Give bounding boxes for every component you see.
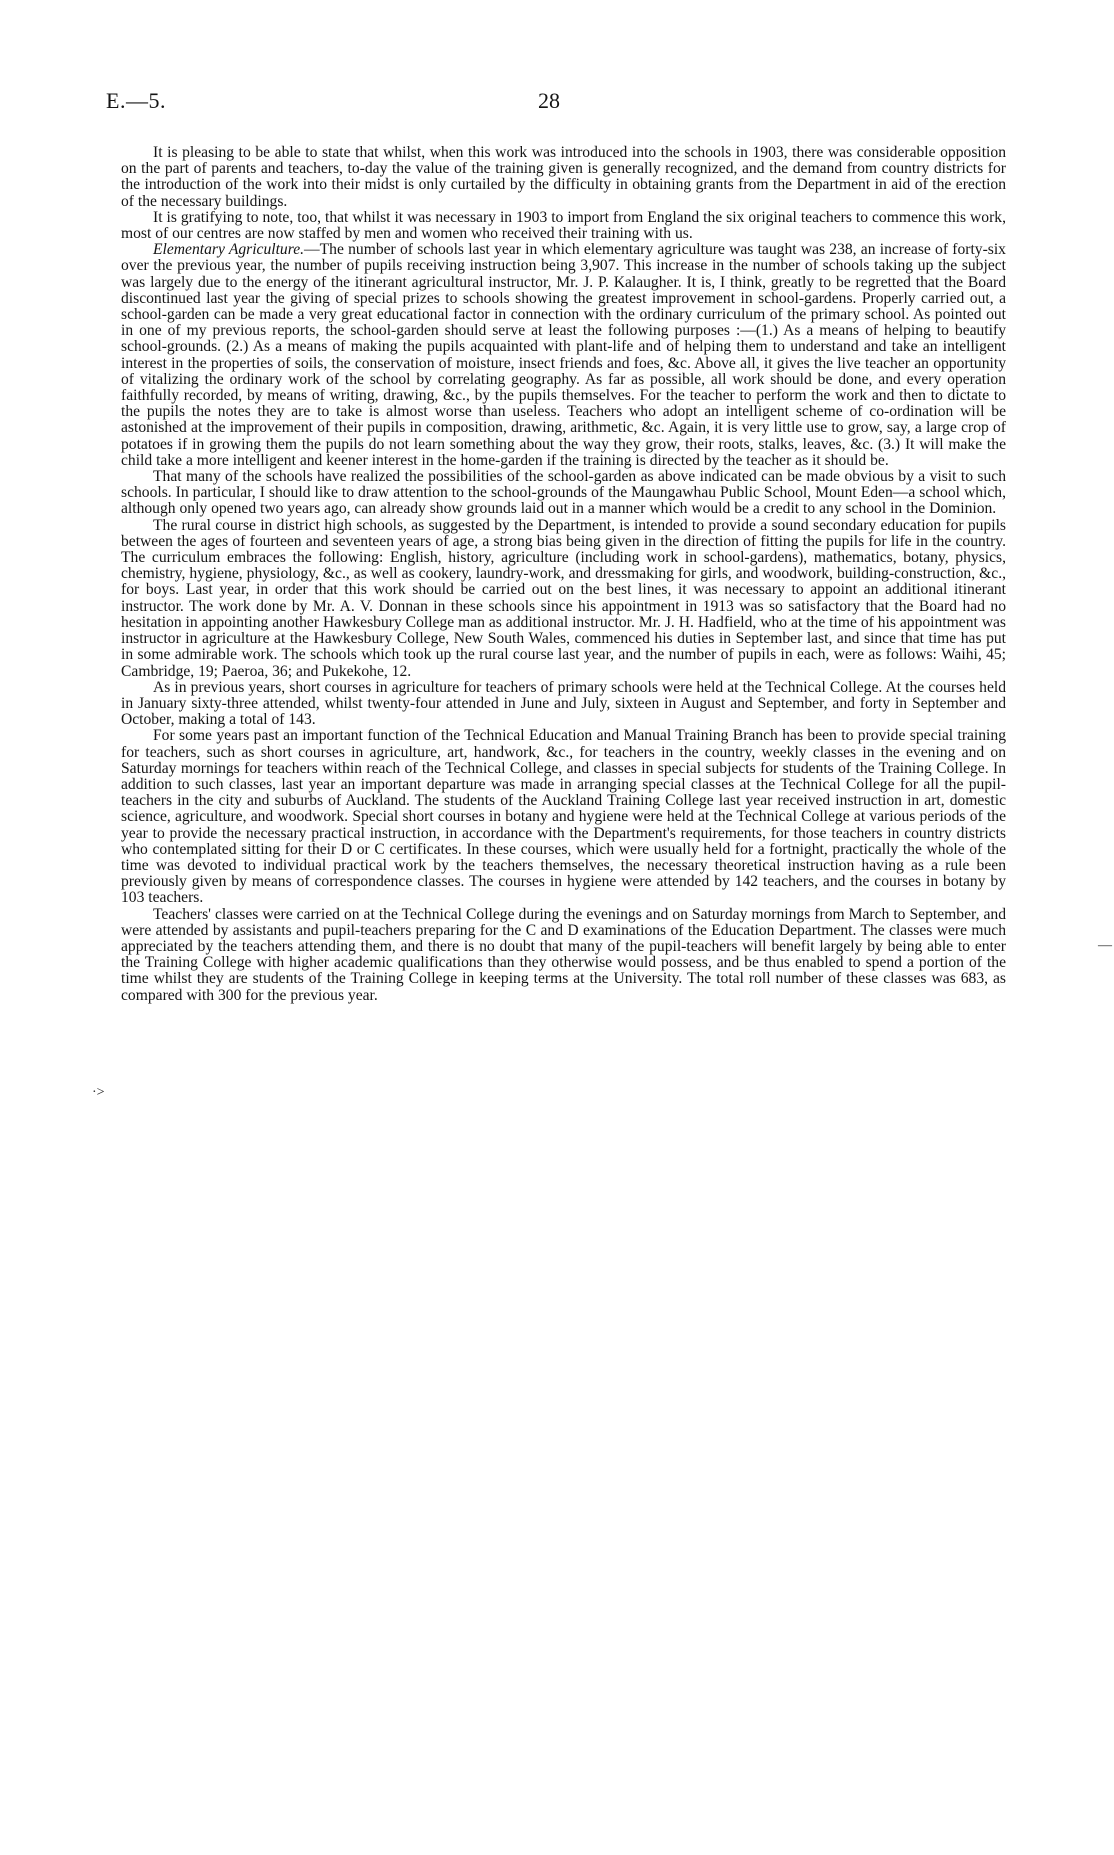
margin-mark-left: ·> (92, 1085, 105, 1100)
paragraph-school-gardens: That many of the schools have realized the possibilities of the school-garden as above indicated can be made obvious by a visit to such schools. In particular, I should like to draw attention to the school-grounds of the Maungawhau Public School, Mount Eden—a school which, although only opened two years ago, can already show grounds laid out in a manner which would be a credit to any school in the Dominion. (121, 468, 1006, 518)
document-reference: E.—5. (106, 88, 166, 113)
section-heading-elementary-agriculture: Elementary Agriculture. (153, 241, 305, 259)
paragraph-elementary-agriculture-text: —The number of schools last year in which elementary agriculture was taught was 238, an increase of forty-six over the previous year, the number of pupils receiving instruction being 3,907. This increase in the number of schools taking up the subject was largely due to the energy of the itinerant agricultural instructor, Mr. J. P. Kalaugher. It is, I think, greatly to be regretted that the Board discontinued last year the giving of special prizes to schools showing the greatest improvement in school-gardens. Properly carried out, a school-garden can be made a very great educational factor in connection with the ordinary curriculum of the primary school. As pointed out in one of my previous reports, the school-garden should serve at least the following purposes :—(1.) As a means of helping to beautify school-grounds. (2.) As a means of making the pupils acquainted with plant-life and of helping them to understand and take an intelligent interest in the properties of soils, the conservation of moisture, insect friends and foes, &c. Above all, it gives the live teacher an opportunity of vitalizing the ordinary work of the school by correlating geography. As far as possible, all work should be done, and every operation faithfully recorded, by means of writing, drawing, &c., by the pupils themselves. For the teacher to perform the work and then to dictate to the pupils the notes they are to take is almost worse than useless. Teachers who adopt an intelligent scheme of co-ordination will be astonished at the improvement of their pupils in composition, drawing, arithmetic, &c. Again, it is very little use to grow, say, a large crop of potatoes if in growing them the pupils do not learn something about the way they grow, their roots, stalks, leaves, &c. (3.) It will make the child take a more intelligent and keener interest in the home-garden if the training is directed by the teacher as it should be. (121, 241, 1006, 469)
paragraph-teacher-training: It is gratifying to note, too, that whilst it was necessary in 1903 to import from England the six original teachers to commence this work, most of our centres are now staffed by men and women who received their training with us. (121, 208, 1006, 243)
paragraph-short-courses: As in previous years, short courses in agriculture for teachers of primary schools were held at the Technical College. At the courses held in January sixty-three attended, whilst twenty-four attended in June and July, sixteen in August and September, and forty in September and October, making a total of 143. (121, 678, 1006, 729)
paragraph-special-training: For some years past an important function of the Technical Education and Manual Training Branch has been to provide special training for teachers, such as short courses in agriculture, art, handwork, &c., for teachers in the country, weekly classes in the evening and on Saturday mornings for teachers within reach of the Technical College, and classes in special subjects for students of the Training College. In addition to such classes, last year an important departure was made in arranging special classes at the Technical College for all the pupil-teachers in the city and suburbs of Auckland. The students of the Auckland Training College last year received instruction in art, domestic science, agriculture, and woodwork. Special short courses in botany and hygiene were held at the Technical College at various periods of the year to provide the necessary practical instruction, in accordance with the Department's requirements, for those teachers in country districts who contemplated sitting for their D or C certificates. In these courses, which were usually held for a fortnight, practically the whole of the time was devoted to individual practical work by the teachers themselves, the necessary theoretical instruction having as a rule been previously given by means of correspondence classes. The courses in hygiene were attended by 142 teachers, and the courses in botany by 103 teachers. (121, 727, 1006, 907)
margin-mark-right: — (1098, 938, 1112, 953)
paragraph-rural-course: The rural course in district high schools, as suggested by the Department, is intended to provide a sound secondary education for pupils between the ages of fourteen and seventeen years of age, a strong bias being given in the direction of fitting the pupils for life in the country. The curriculum embraces the following: English, history, agriculture (including work in school-gardens), mathematics, botany, physics, chemistry, hygiene, physiology, &c., as well as cookery, laundry-work, and dressmaking for girls, and woodwork, building-construction, &c., for boys. Last year, in order that this work should be carried out on the best lines, it was necessary to appoint an additional itinerant instructor. The work done by Mr. A. V. Donnan in these schools since his appointment in 1913 was so satisfactory that the Board had no hesitation in appointing another Hawkesbury College man as additional instructor. Mr. J. H. Hadfield, who at the time of his appointment was instructor in agriculture at the Hawkesbury College, New South Wales, commenced his duties in September last, and since that time has put in some admirable work. The schools which took up the rural course last year, and the number of pupils in each, were as follows: Waihi, 45; Cambridge, 19; Paeroa, 36; and Pukekohe, 12. (121, 516, 1006, 680)
paragraph-manual-training-acceptance: It is pleasing to be able to state that whilst, when this work was introduced into the schools in 1903, there was considerable opposition on the part of parents and teachers, to-day the value of the training given is generally recognized, and the demand from country districts for the introduction of the work into their midst is only curtailed by the difficulty in obtaining grants from the Department in aid of the erection of the necessary buildings. (121, 144, 1006, 210)
page-header (106, 88, 1006, 118)
paragraph-teachers-classes: Teachers' classes were carried on at the Technical College during the evenings and on Saturday mornings from March to September, and were attended by assistants and pupil-teachers preparing for the C and D examinations of the Education Department. The classes were much appreciated by the teachers attending them, and there is no doubt that many of the pupil-teachers will benefit largely by being able to enter the Training College with higher academic qualifications than they otherwise would possess, and be thus enabled to spend a portion of the time whilst they are students of the Training College in keeping terms at the University. The total roll number of these classes was 683, as compared with 300 for the previous year. (121, 905, 1006, 1004)
page-number: 28 (538, 88, 560, 113)
body-text (121, 145, 1006, 1004)
paragraph-elementary-agriculture (121, 242, 1006, 469)
